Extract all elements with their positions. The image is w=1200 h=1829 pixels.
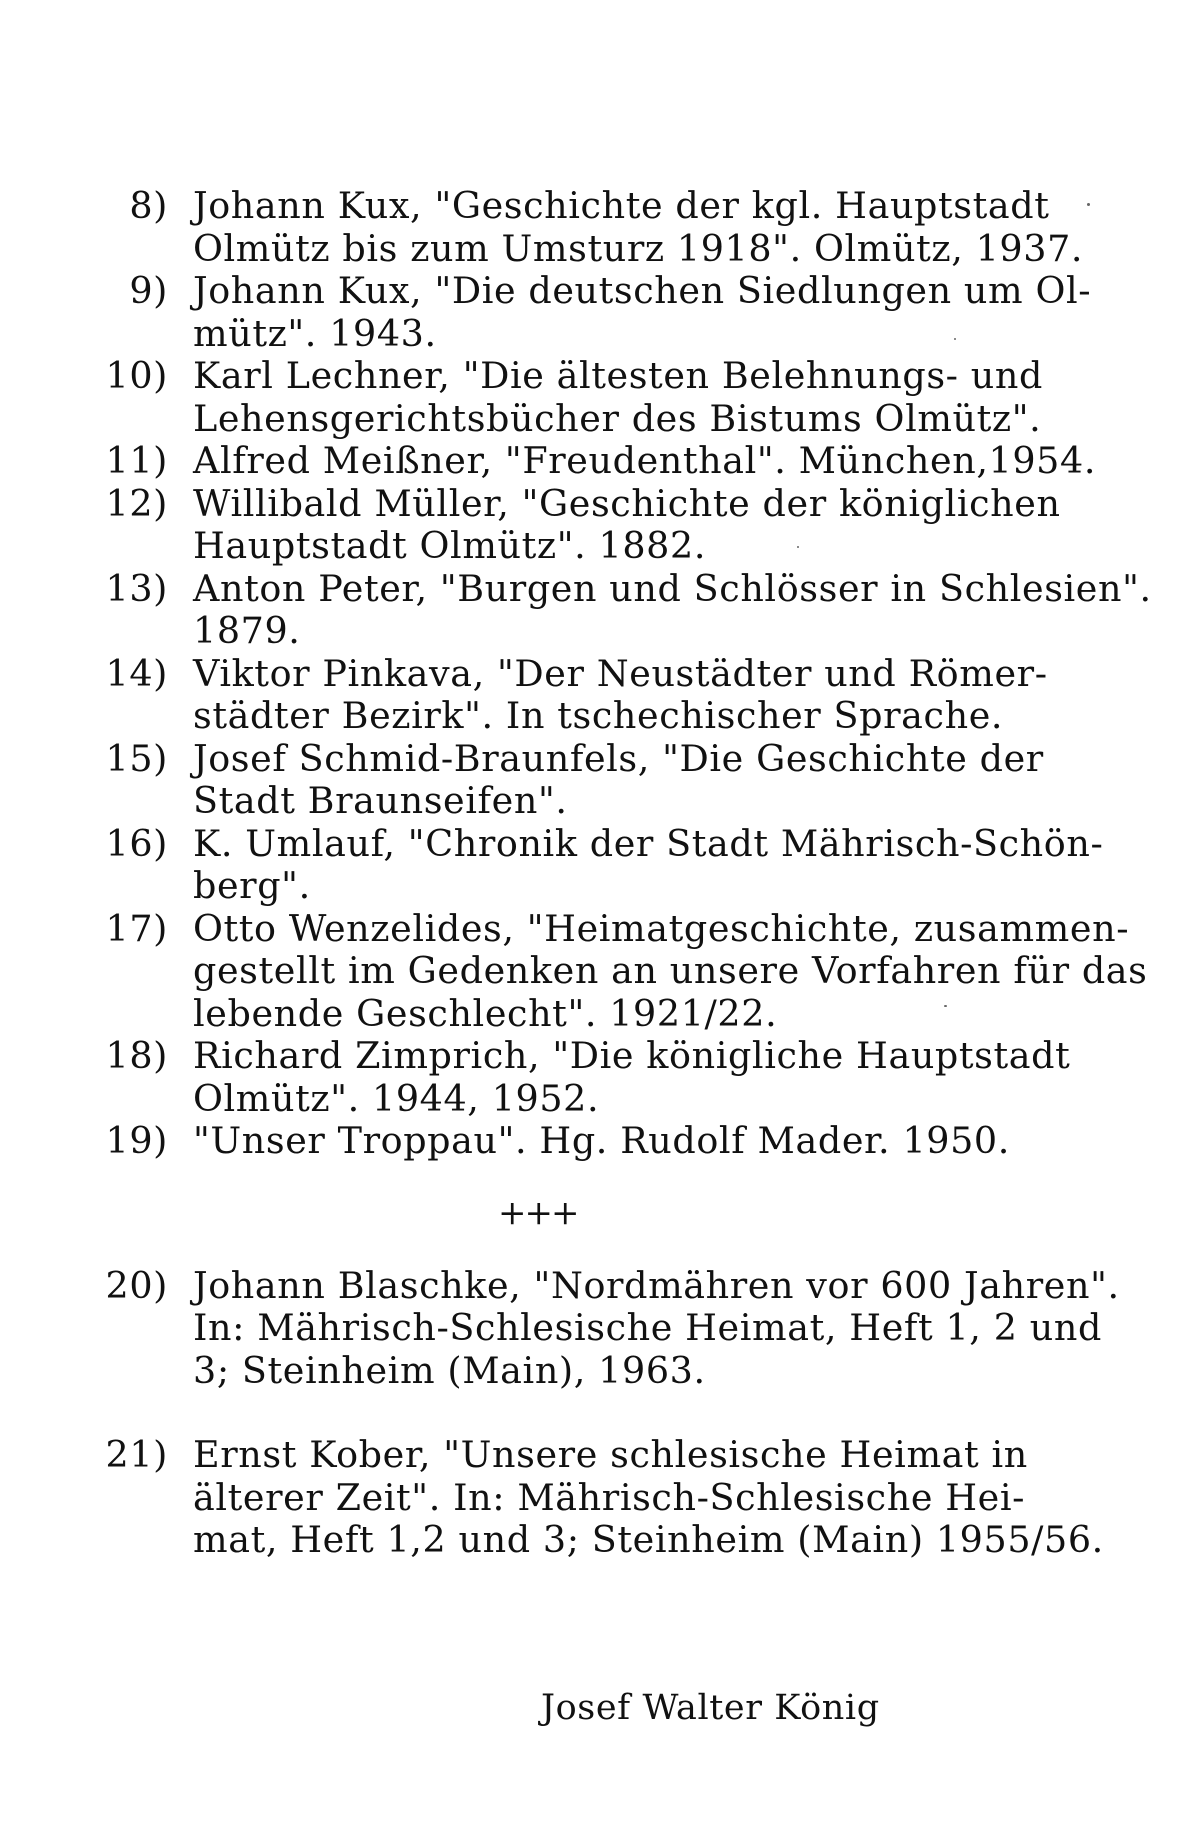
scan-speck: [797, 546, 799, 548]
reference-number: 12): [105, 481, 168, 525]
reference-line: städter Bezirk". In tschechischer Sprache.: [193, 694, 1004, 737]
scan-speck: [954, 338, 956, 340]
reference-item: [88, 1434, 1148, 1562]
reference-line: lebende Geschlecht". 1921/22.: [193, 991, 778, 1035]
scan-speck: [1087, 203, 1090, 206]
reference-line: Otto Wenzelides, "Heimatgeschichte, zusammen-: [193, 906, 1130, 950]
reference-number: 14): [105, 651, 168, 695]
reference-line: Johann Blaschke, "Nordmähren vor 600 Jahren".: [193, 1263, 1120, 1307]
reference-text: [193, 355, 1148, 440]
reference-text: [193, 440, 1148, 483]
reference-line: "Unser Troppau". Hg. Rudolf Mader. 1950.: [193, 1119, 1010, 1162]
reference-line: berg".: [193, 864, 311, 907]
reference-line: gestellt im Gedenken an unsere Vorfahren für das: [193, 949, 1148, 992]
reference-line: Hauptstadt Olmütz". 1882.: [193, 524, 707, 567]
reference-list: [88, 184, 1152, 1562]
reference-line: Viktor Pinkava, "Der Neustädter und Römer-: [193, 651, 1048, 695]
reference-line: mat, Heft 1,2 und 3; Steinheim (Main) 1955/56.: [193, 1518, 1104, 1561]
reference-number: 10): [105, 354, 168, 397]
scan-speck: [944, 1005, 947, 1007]
reference-line: Olmütz". 1944, 1952.: [193, 1076, 600, 1120]
reference-number: 19): [105, 1119, 168, 1162]
reference-line: K. Umlauf, "Chronik der Stadt Mährisch-Schön-: [193, 821, 1104, 865]
reference-number: 21): [105, 1433, 168, 1476]
reference-line: Olmütz bis zum Umsturz 1918". Olmütz, 1937.: [193, 226, 1084, 270]
reference-line: Ernst Kober, "Unsere schlesische Heimat in: [193, 1433, 1028, 1476]
reference-line: Lehensgerichtsbücher des Bistums Olmütz".: [193, 396, 1042, 440]
reference-text: [193, 270, 1148, 355]
reference-text: [193, 1434, 1148, 1562]
section-divider: +++: [498, 1192, 578, 1233]
reference-number: 15): [105, 736, 168, 780]
reference-line: 1879.: [193, 609, 301, 652]
reference-text: [193, 185, 1148, 270]
reference-item: [88, 185, 1148, 270]
reference-line: Alfred Meißner, "Freudenthal". München,1954.: [193, 439, 1097, 482]
reference-item: [88, 908, 1148, 1036]
reference-text: [193, 1265, 1148, 1393]
reference-item: [88, 440, 1148, 483]
reference-line: Josef Schmid-Braunfels, "Die Geschichte der: [193, 736, 1044, 780]
reference-number: 9): [129, 269, 168, 312]
reference-item: [88, 483, 1148, 568]
reference-number: 8): [129, 184, 168, 227]
reference-item: [88, 270, 1148, 355]
reference-number: 18): [105, 1034, 168, 1077]
reference-line: mütz". 1943.: [193, 311, 437, 355]
reference-number: 16): [105, 821, 168, 865]
reference-text: [193, 568, 1152, 653]
reference-line: Karl Lechner, "Die ältesten Belehnungs- und: [193, 354, 1043, 397]
reference-line: Stadt Braunseifen".: [193, 779, 568, 822]
reference-line: In: Mährisch-Schlesische Heimat, Heft 1, 2 und: [193, 1306, 1102, 1349]
reference-line: Johann Kux, "Geschichte der kgl. Hauptstadt: [193, 184, 1050, 227]
reference-text: [193, 653, 1148, 738]
reference-item: [88, 738, 1148, 823]
reference-line: Willibald Müller, "Geschichte der königlichen: [193, 481, 1061, 525]
reference-text: [193, 738, 1148, 823]
reference-number: 17): [105, 906, 168, 950]
reference-line: 3; Steinheim (Main), 1963.: [193, 1348, 706, 1392]
reference-line: älterer Zeit". In: Mährisch-Schlesische Hei-: [193, 1475, 1026, 1519]
reference-line: Richard Zimprich, "Die königliche Hauptstadt: [193, 1034, 1071, 1077]
reference-text: [193, 823, 1148, 908]
reference-text: [193, 1120, 1148, 1163]
reference-text: [193, 908, 1148, 1036]
reference-line: Anton Peter, "Burgen und Schlösser in Schlesien".: [193, 566, 1152, 610]
reference-number: 11): [105, 439, 168, 482]
reference-item: [88, 355, 1148, 440]
reference-item: [88, 1120, 1148, 1163]
reference-item: [88, 1265, 1148, 1393]
reference-text: [193, 1035, 1148, 1120]
reference-item: [88, 823, 1148, 908]
reference-item: [88, 1035, 1148, 1120]
reference-item: [88, 566, 1152, 653]
author-signature: Josef Walter König: [541, 1688, 880, 1728]
reference-text: [193, 483, 1148, 568]
reference-item: [88, 653, 1148, 738]
reference-number: 20): [105, 1263, 168, 1307]
reference-number: 13): [105, 566, 168, 610]
reference-line: Johann Kux, "Die deutschen Siedlungen um Ol-: [193, 269, 1092, 312]
